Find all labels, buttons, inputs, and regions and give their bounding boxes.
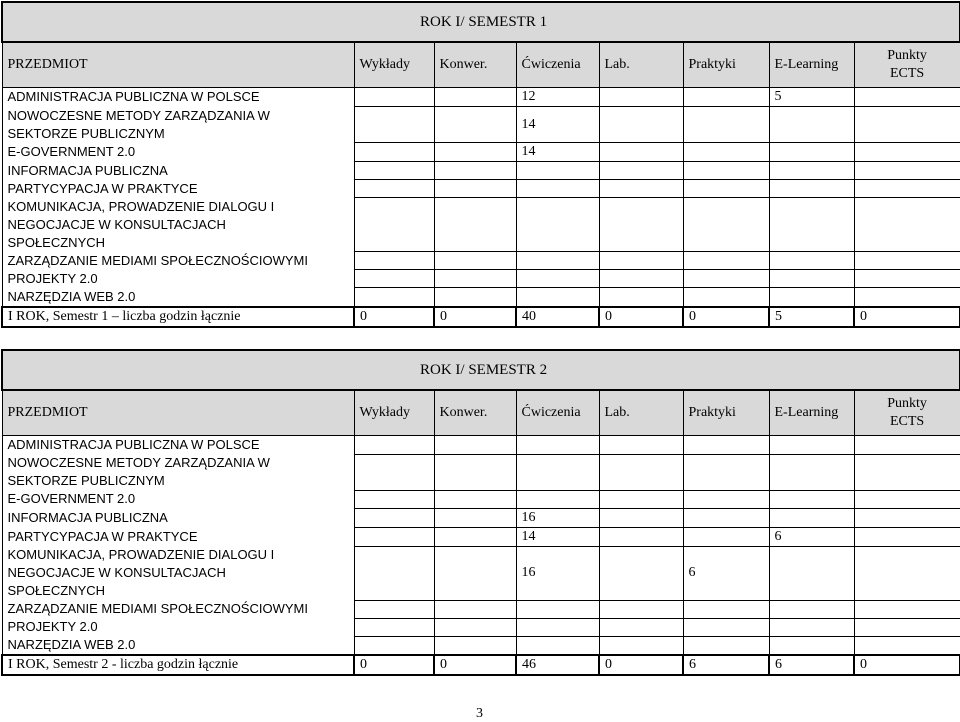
subject-line: SPOŁECZNYCH: [7, 583, 106, 598]
elearning-cell: [769, 490, 854, 508]
header-elearning: E-Learning: [769, 42, 854, 88]
header-lectures: Wykłady: [354, 390, 434, 436]
ects-cell: [854, 636, 960, 655]
exercises-cell: [516, 180, 599, 198]
exercises-cell: [516, 490, 599, 508]
semester1-total-lectures: 0: [354, 307, 434, 327]
elearning-cell: [769, 600, 854, 618]
header-subject: PRZEDMIOT: [2, 390, 354, 436]
table-row: [2, 180, 960, 198]
subject-cell: [2, 546, 354, 600]
semester2-total-label: I ROK, Semestr 2 - liczba godzin łącznie: [2, 655, 354, 675]
konwer-cell: [434, 508, 516, 527]
header-lab: Lab.: [599, 390, 683, 436]
exercises-cell: 16: [516, 546, 599, 600]
exercises-cell: 14: [516, 527, 599, 546]
semester2-body: [2, 436, 960, 656]
header-subject: PRZEDMIOT: [2, 42, 354, 88]
table-row: [2, 270, 960, 288]
lab-cell: [599, 508, 683, 527]
konwer-cell: [434, 436, 516, 455]
subject-line: NEGOCJACJE W KONSULTACJACH: [7, 216, 226, 232]
table-row: [2, 600, 960, 618]
lab-cell: [599, 546, 683, 600]
header-konwer: Konwer.: [434, 42, 516, 88]
elearning-cell: [769, 107, 854, 143]
lectures-cell: [354, 546, 434, 600]
table-row: [2, 252, 960, 270]
konwer-cell: [434, 600, 516, 618]
ects-cell: [854, 600, 960, 618]
lab-cell: [599, 600, 683, 618]
konwer-cell: [434, 270, 516, 288]
semester1-title: ROK I/ SEMESTR 1: [2, 2, 960, 42]
subject-cell: PROJEKTY 2.0: [2, 618, 354, 636]
exercises-cell: 14: [516, 143, 599, 162]
elearning-cell: [769, 508, 854, 527]
konwer-cell: [434, 198, 516, 252]
header-ects-line1: Punkty: [887, 48, 927, 63]
semester2-total-elearning: 6: [769, 655, 854, 675]
ects-cell: [854, 162, 960, 180]
ects-cell: [854, 454, 960, 490]
elearning-cell: [769, 546, 854, 600]
header-practice: Praktyki: [683, 42, 769, 88]
semester2-total-konwer: 0: [434, 655, 516, 675]
practice-cell: [683, 270, 769, 288]
header-ects: [854, 390, 960, 436]
subject-line: KOMUNIKACJA, PROWADZENIE DIALOGU I: [7, 547, 275, 562]
konwer-cell: [434, 490, 516, 508]
table-row: [2, 288, 960, 307]
subject-cell: PROJEKTY 2.0: [2, 270, 354, 288]
konwer-cell: [434, 527, 516, 546]
lab-cell: [599, 143, 683, 162]
konwer-cell: [434, 88, 516, 107]
subject-cell: E-GOVERNMENT 2.0: [2, 490, 354, 508]
exercises-cell: [516, 454, 599, 490]
exercises-cell: [516, 252, 599, 270]
exercises-cell: [516, 270, 599, 288]
subject-cell: INFORMACJA PUBLICZNA: [2, 508, 354, 527]
elearning-cell: 6: [769, 527, 854, 546]
lab-cell: [599, 527, 683, 546]
lectures-cell: [354, 180, 434, 198]
lab-cell: [599, 88, 683, 107]
ects-cell: [854, 490, 960, 508]
konwer-cell: [434, 288, 516, 307]
semester1-total-ects: 0: [854, 307, 960, 327]
lectures-cell: [354, 618, 434, 636]
header-ects-line2: ECTS: [889, 414, 925, 429]
header-exercises: Ćwiczenia: [516, 390, 599, 436]
practice-cell: [683, 436, 769, 455]
konwer-cell: [434, 546, 516, 600]
subject-cell: PARTYCYPACJA W PRAKTYCE: [2, 527, 354, 546]
lab-cell: [599, 180, 683, 198]
ects-cell: [854, 88, 960, 107]
practice-cell: [683, 107, 769, 143]
header-exercises: Ćwiczenia: [516, 42, 599, 88]
ects-cell: [854, 107, 960, 143]
ects-cell: [854, 618, 960, 636]
konwer-cell: [434, 143, 516, 162]
lectures-cell: [354, 107, 434, 143]
semester2-total-practice: 6: [683, 655, 769, 675]
ects-cell: [854, 252, 960, 270]
header-lab: Lab.: [599, 42, 683, 88]
table-row: [2, 436, 960, 455]
table-row: [2, 508, 960, 527]
lectures-cell: [354, 270, 434, 288]
semester1-total-elearning: 5: [769, 307, 854, 327]
subject-line: KOMUNIKACJA, PROWADZENIE DIALOGU I: [7, 198, 275, 214]
semester1-total-practice: 0: [683, 307, 769, 327]
konwer-cell: [434, 252, 516, 270]
lab-cell: [599, 252, 683, 270]
ects-cell: [854, 546, 960, 600]
exercises-cell: [516, 288, 599, 307]
subject-cell: ADMINISTRACJA PUBLICZNA W POLSCE: [2, 88, 354, 107]
practice-cell: [683, 636, 769, 655]
konwer-cell: [434, 618, 516, 636]
ects-cell: [854, 198, 960, 252]
subject-cell: [2, 107, 354, 143]
page-number: 3: [476, 706, 483, 721]
header-ects: [854, 42, 960, 88]
ects-cell: [854, 143, 960, 162]
lectures-cell: [354, 88, 434, 107]
semester2-table: [1, 349, 960, 676]
header-konwer: Konwer.: [434, 390, 516, 436]
exercises-cell: [516, 636, 599, 655]
elearning-cell: [769, 454, 854, 490]
ects-cell: [854, 270, 960, 288]
elearning-cell: [769, 270, 854, 288]
lab-cell: [599, 198, 683, 252]
subject-cell: ZARZĄDZANIE MEDIAMI SPOŁECZNOŚCIOWYMI: [2, 600, 354, 618]
elearning-cell: [769, 143, 854, 162]
table-row: [2, 636, 960, 655]
semester2-title: ROK I/ SEMESTR 2: [2, 350, 960, 390]
lab-cell: [599, 270, 683, 288]
practice-cell: [683, 527, 769, 546]
semester1-body: [2, 88, 960, 307]
table-row: [2, 198, 960, 252]
lab-cell: [599, 618, 683, 636]
elearning-cell: [769, 436, 854, 455]
lab-cell: [599, 490, 683, 508]
practice-cell: [683, 454, 769, 490]
lectures-cell: [354, 454, 434, 490]
table-row: [2, 88, 960, 107]
konwer-cell: [434, 180, 516, 198]
lectures-cell: [354, 490, 434, 508]
subject-line: SEKTORZE PUBLICZNYM: [7, 473, 165, 488]
lectures-cell: [354, 436, 434, 455]
lab-cell: [599, 107, 683, 143]
table-row: [2, 527, 960, 546]
practice-cell: [683, 508, 769, 527]
table-row: [2, 490, 960, 508]
ects-cell: [854, 436, 960, 455]
semester1-total-konwer: 0: [434, 307, 516, 327]
practice-cell: [683, 618, 769, 636]
konwer-cell: [434, 454, 516, 490]
elearning-cell: [769, 618, 854, 636]
subject-line: SPOŁECZNYCH: [7, 234, 106, 250]
subject-line: NOWOCZESNE METODY ZARZĄDZANIA W: [7, 107, 270, 123]
subject-cell: [2, 198, 354, 252]
subject-cell: E-GOVERNMENT 2.0: [2, 143, 354, 162]
table-row: [2, 454, 960, 490]
subject-cell: [2, 454, 354, 490]
subject-cell: PARTYCYPACJA W PRAKTYCE: [2, 180, 354, 198]
lectures-cell: [354, 527, 434, 546]
practice-cell: [683, 88, 769, 107]
lab-cell: [599, 288, 683, 307]
lab-cell: [599, 162, 683, 180]
subject-line: NEGOCJACJE W KONSULTACJACH: [7, 565, 226, 580]
practice-cell: [683, 288, 769, 307]
exercises-cell: [516, 198, 599, 252]
semester2-total-ects: 0: [854, 655, 960, 675]
lectures-cell: [354, 288, 434, 307]
subject-line: NOWOCZESNE METODY ZARZĄDZANIA W: [7, 455, 270, 470]
practice-cell: [683, 600, 769, 618]
exercises-cell: [516, 600, 599, 618]
subject-cell: NARZĘDZIA WEB 2.0: [2, 288, 354, 307]
header-ects-line1: Punkty: [887, 396, 927, 411]
elearning-cell: [769, 180, 854, 198]
table-row: [2, 143, 960, 162]
lectures-cell: [354, 508, 434, 527]
lectures-cell: [354, 600, 434, 618]
semester1-total-exercises: 40: [516, 307, 599, 327]
ects-cell: [854, 180, 960, 198]
lectures-cell: [354, 252, 434, 270]
konwer-cell: [434, 107, 516, 143]
table-row: [2, 162, 960, 180]
subject-cell: ZARZĄDZANIE MEDIAMI SPOŁECZNOŚCIOWYMI: [2, 252, 354, 270]
lab-cell: [599, 454, 683, 490]
elearning-cell: [769, 288, 854, 307]
ects-cell: [854, 508, 960, 527]
exercises-cell: 12: [516, 88, 599, 107]
exercises-cell: [516, 162, 599, 180]
practice-cell: [683, 162, 769, 180]
exercises-cell: 16: [516, 508, 599, 527]
practice-cell: [683, 252, 769, 270]
exercises-cell: [516, 618, 599, 636]
konwer-cell: [434, 636, 516, 655]
subject-line: SEKTORZE PUBLICZNYM: [7, 125, 165, 141]
header-elearning: E-Learning: [769, 390, 854, 436]
table-row: [2, 546, 960, 600]
semester2-total-lectures: 0: [354, 655, 434, 675]
header-practice: Praktyki: [683, 390, 769, 436]
lectures-cell: [354, 198, 434, 252]
lectures-cell: [354, 636, 434, 655]
ects-cell: [854, 288, 960, 307]
elearning-cell: [769, 636, 854, 655]
elearning-cell: [769, 162, 854, 180]
elearning-cell: [769, 252, 854, 270]
header-lectures: Wykłady: [354, 42, 434, 88]
header-ects-line2: ECTS: [889, 66, 925, 81]
semester2-total-exercises: 46: [516, 655, 599, 675]
semester2-total-lab: 0: [599, 655, 683, 675]
practice-cell: [683, 198, 769, 252]
elearning-cell: [769, 198, 854, 252]
semester1-total-label: I ROK, Semestr 1 – liczba godzin łącznie: [2, 307, 354, 327]
lectures-cell: [354, 162, 434, 180]
semester1-table: [1, 1, 960, 328]
exercises-cell: 14: [516, 107, 599, 143]
lectures-cell: [354, 143, 434, 162]
subject-cell: INFORMACJA PUBLICZNA: [2, 162, 354, 180]
practice-cell: 6: [683, 546, 769, 600]
elearning-cell: 5: [769, 88, 854, 107]
ects-cell: [854, 527, 960, 546]
semester1-total-lab: 0: [599, 307, 683, 327]
lab-cell: [599, 436, 683, 455]
table-row: [2, 107, 960, 143]
practice-cell: [683, 143, 769, 162]
subject-cell: ADMINISTRACJA PUBLICZNA W POLSCE: [2, 436, 354, 455]
practice-cell: [683, 490, 769, 508]
exercises-cell: [516, 436, 599, 455]
practice-cell: [683, 180, 769, 198]
konwer-cell: [434, 162, 516, 180]
table-row: [2, 618, 960, 636]
lab-cell: [599, 636, 683, 655]
subject-cell: NARZĘDZIA WEB 2.0: [2, 636, 354, 655]
